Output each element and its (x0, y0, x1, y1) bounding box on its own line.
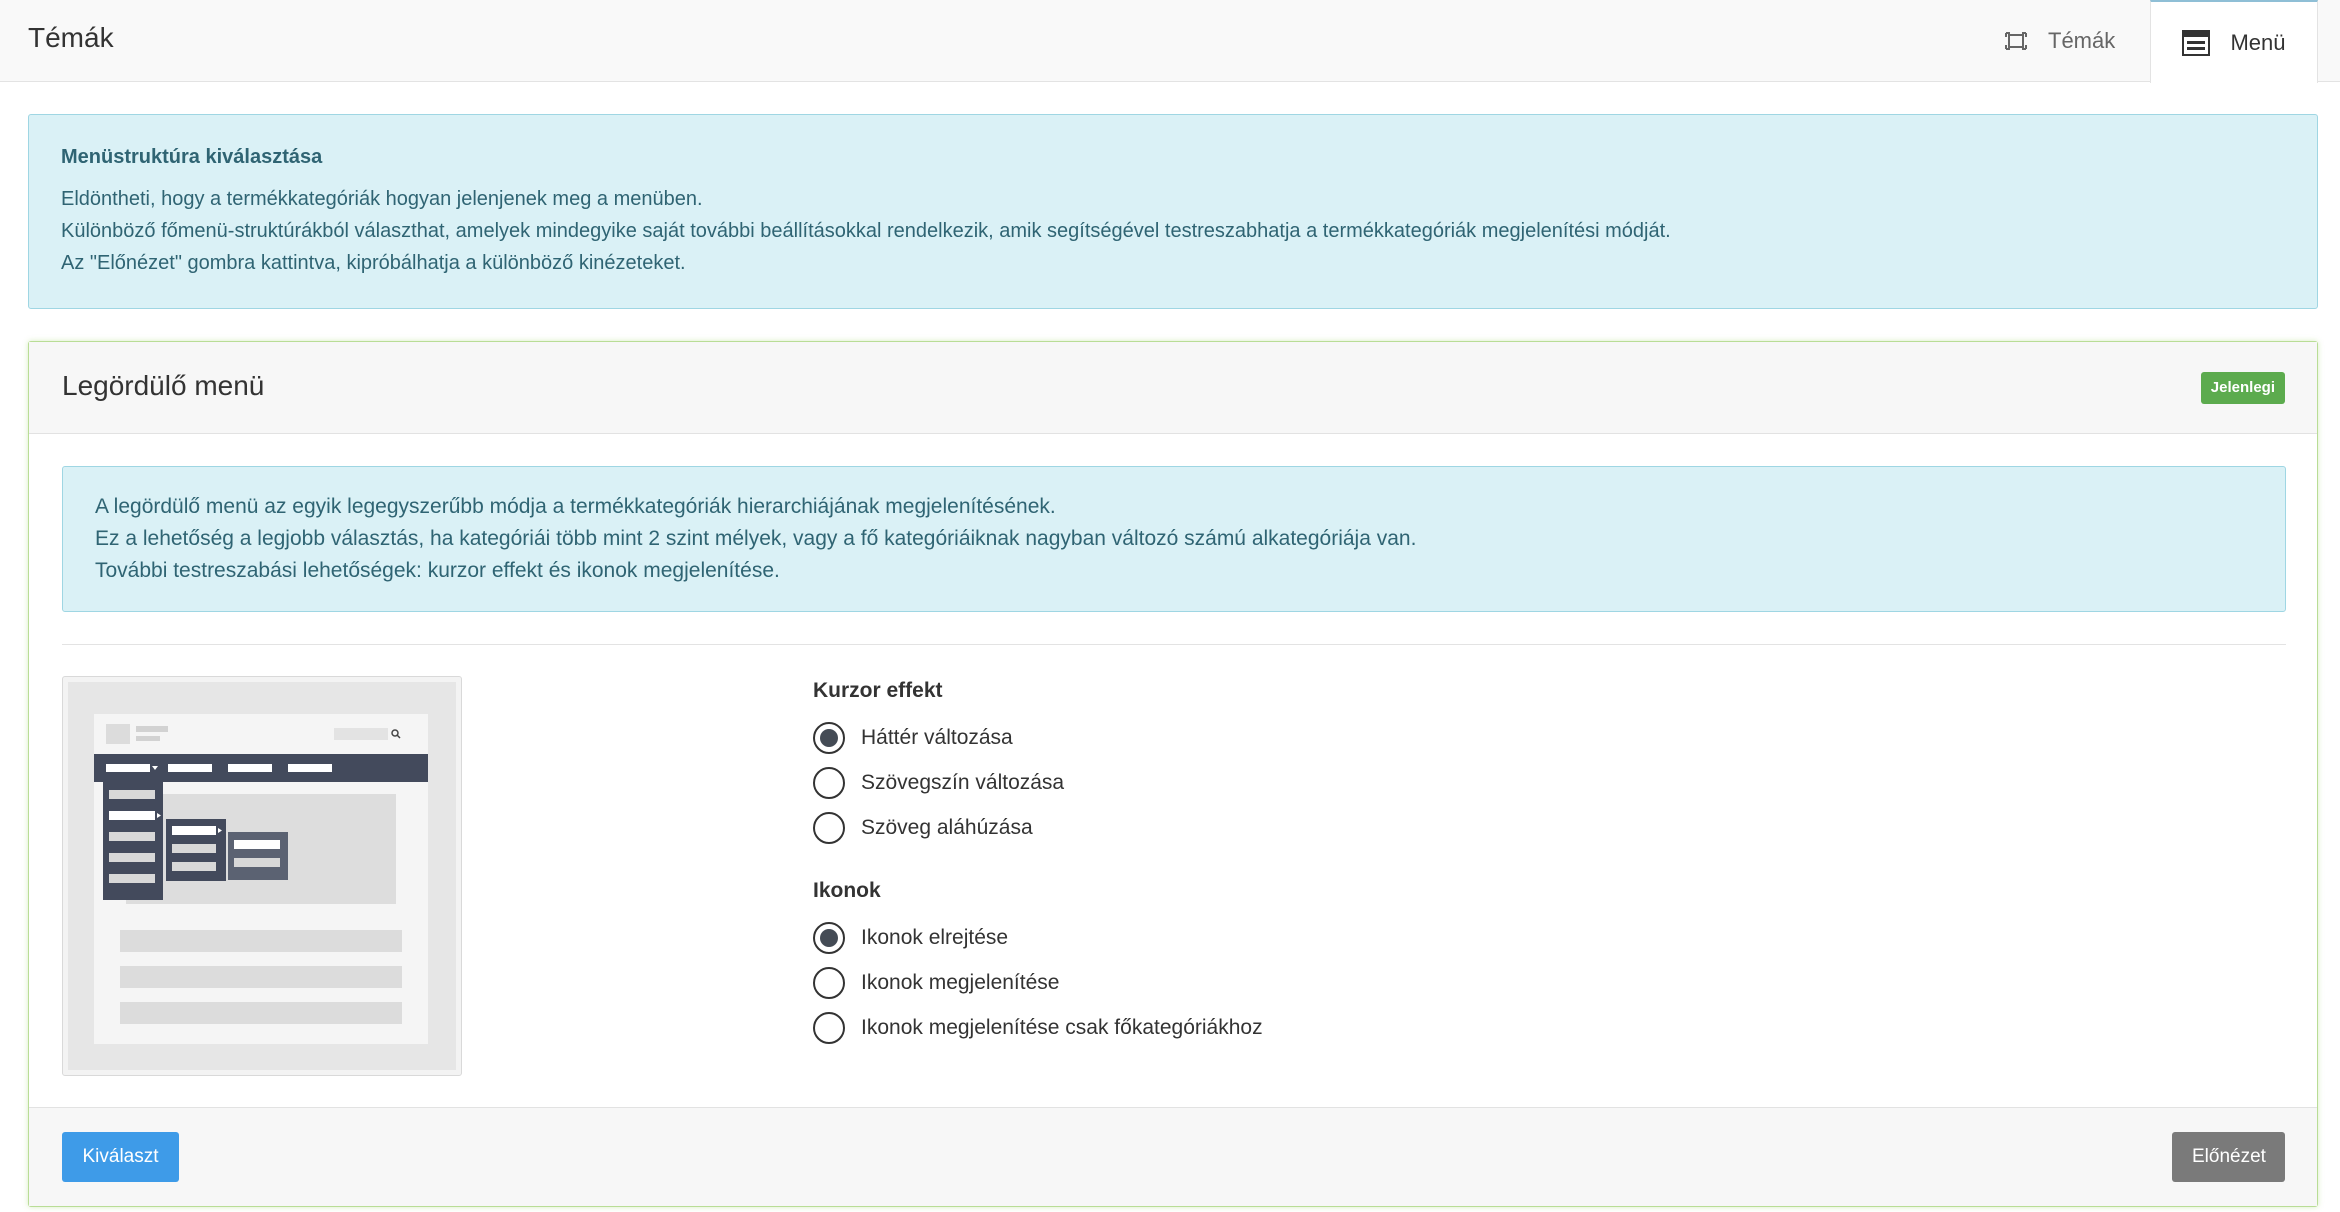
tab-menu-label: Menü (2230, 29, 2286, 55)
description-line: További testreszabási lehetőségek: kurzor effekt és ikonok megjelenítése. (95, 559, 780, 582)
radio-label: Szöveg aláhúzása (861, 815, 1033, 839)
info-alert-line: Az "Előnézet" gombra kattintva, kipróbálhatja a különböző kinézeteket. (61, 252, 686, 274)
panel-footer (29, 1107, 2317, 1206)
select-button[interactable]: Kiválaszt (62, 1132, 179, 1182)
radio-hide-icons[interactable] (813, 915, 1513, 960)
radio-label: Ikonok megjelenítése (861, 970, 1060, 994)
info-alert-line: Különböző főmenü-struktúrákból választhat, amelyek mindegyike saját további beállításokkal rendelkezik, amik segítségével testreszabhatja a termékkategóriák megjelenítési módját. (61, 220, 1671, 242)
radio-label: Háttér változása (861, 725, 1013, 749)
radio-button[interactable] (813, 767, 845, 799)
info-alert-heading: Menüstruktúra kiválasztása (61, 146, 323, 168)
panel-header (29, 342, 2317, 434)
radio-show-icons-main-only[interactable] (813, 1005, 1513, 1050)
tab-themes-label: Témák (2048, 28, 2116, 53)
radio-button[interactable] (813, 722, 845, 754)
radio-button[interactable] (813, 812, 845, 844)
icons-label: Ikonok (813, 879, 881, 902)
divider (62, 644, 2286, 645)
current-badge: Jelenlegi (2201, 372, 2285, 404)
radio-button[interactable] (813, 1012, 845, 1044)
radio-button[interactable] (813, 922, 845, 954)
radio-label: Szövegszín változása (861, 770, 1065, 794)
info-alert-line: Eldöntheti, hogy a termékkategóriák hogyan jelenjenek meg a menüben. (61, 188, 703, 210)
tab-themes[interactable] (2004, 0, 2152, 82)
tab-menu[interactable] (2150, 0, 2318, 83)
radio-text-color-change[interactable] (813, 760, 1513, 805)
page-title: Témák (28, 22, 114, 53)
radio-show-icons[interactable] (813, 960, 1513, 1005)
info-alert (28, 114, 2318, 309)
radio-text-underline[interactable] (813, 805, 1513, 850)
panel-title: Legördülő menü (62, 370, 265, 401)
dropdown-menu-preview (62, 676, 462, 1076)
radio-label: Ikonok megjelenítése csak főkategóriákhoz (861, 1015, 1263, 1039)
cursor-effect-label: Kurzor effekt (813, 679, 943, 702)
radio-button[interactable] (813, 967, 845, 999)
radio-background-change[interactable] (813, 715, 1513, 760)
cursor-effect-group (813, 676, 1513, 850)
description-line: A legördülő menü az egyik legegyszerűbb módja a termékkategóriák hierarchiájának megjelenítésének. (95, 495, 1056, 518)
icons-group (813, 876, 1513, 1050)
header (0, 0, 2340, 82)
description-alert (62, 466, 2286, 612)
frame-icon (2004, 29, 2028, 53)
menu-list-icon (2182, 30, 2210, 56)
radio-label: Ikonok elrejtése (861, 925, 1009, 949)
preview-button[interactable]: Előnézet (2172, 1132, 2285, 1182)
menu-structure-panel (28, 341, 2318, 1207)
description-line: Ez a lehetőség a legjobb választás, ha kategóriái több mint 2 szint mélyek, vagy a fő kategóriáiknak nagyban változó számú alkategóriája van. (95, 527, 1417, 550)
